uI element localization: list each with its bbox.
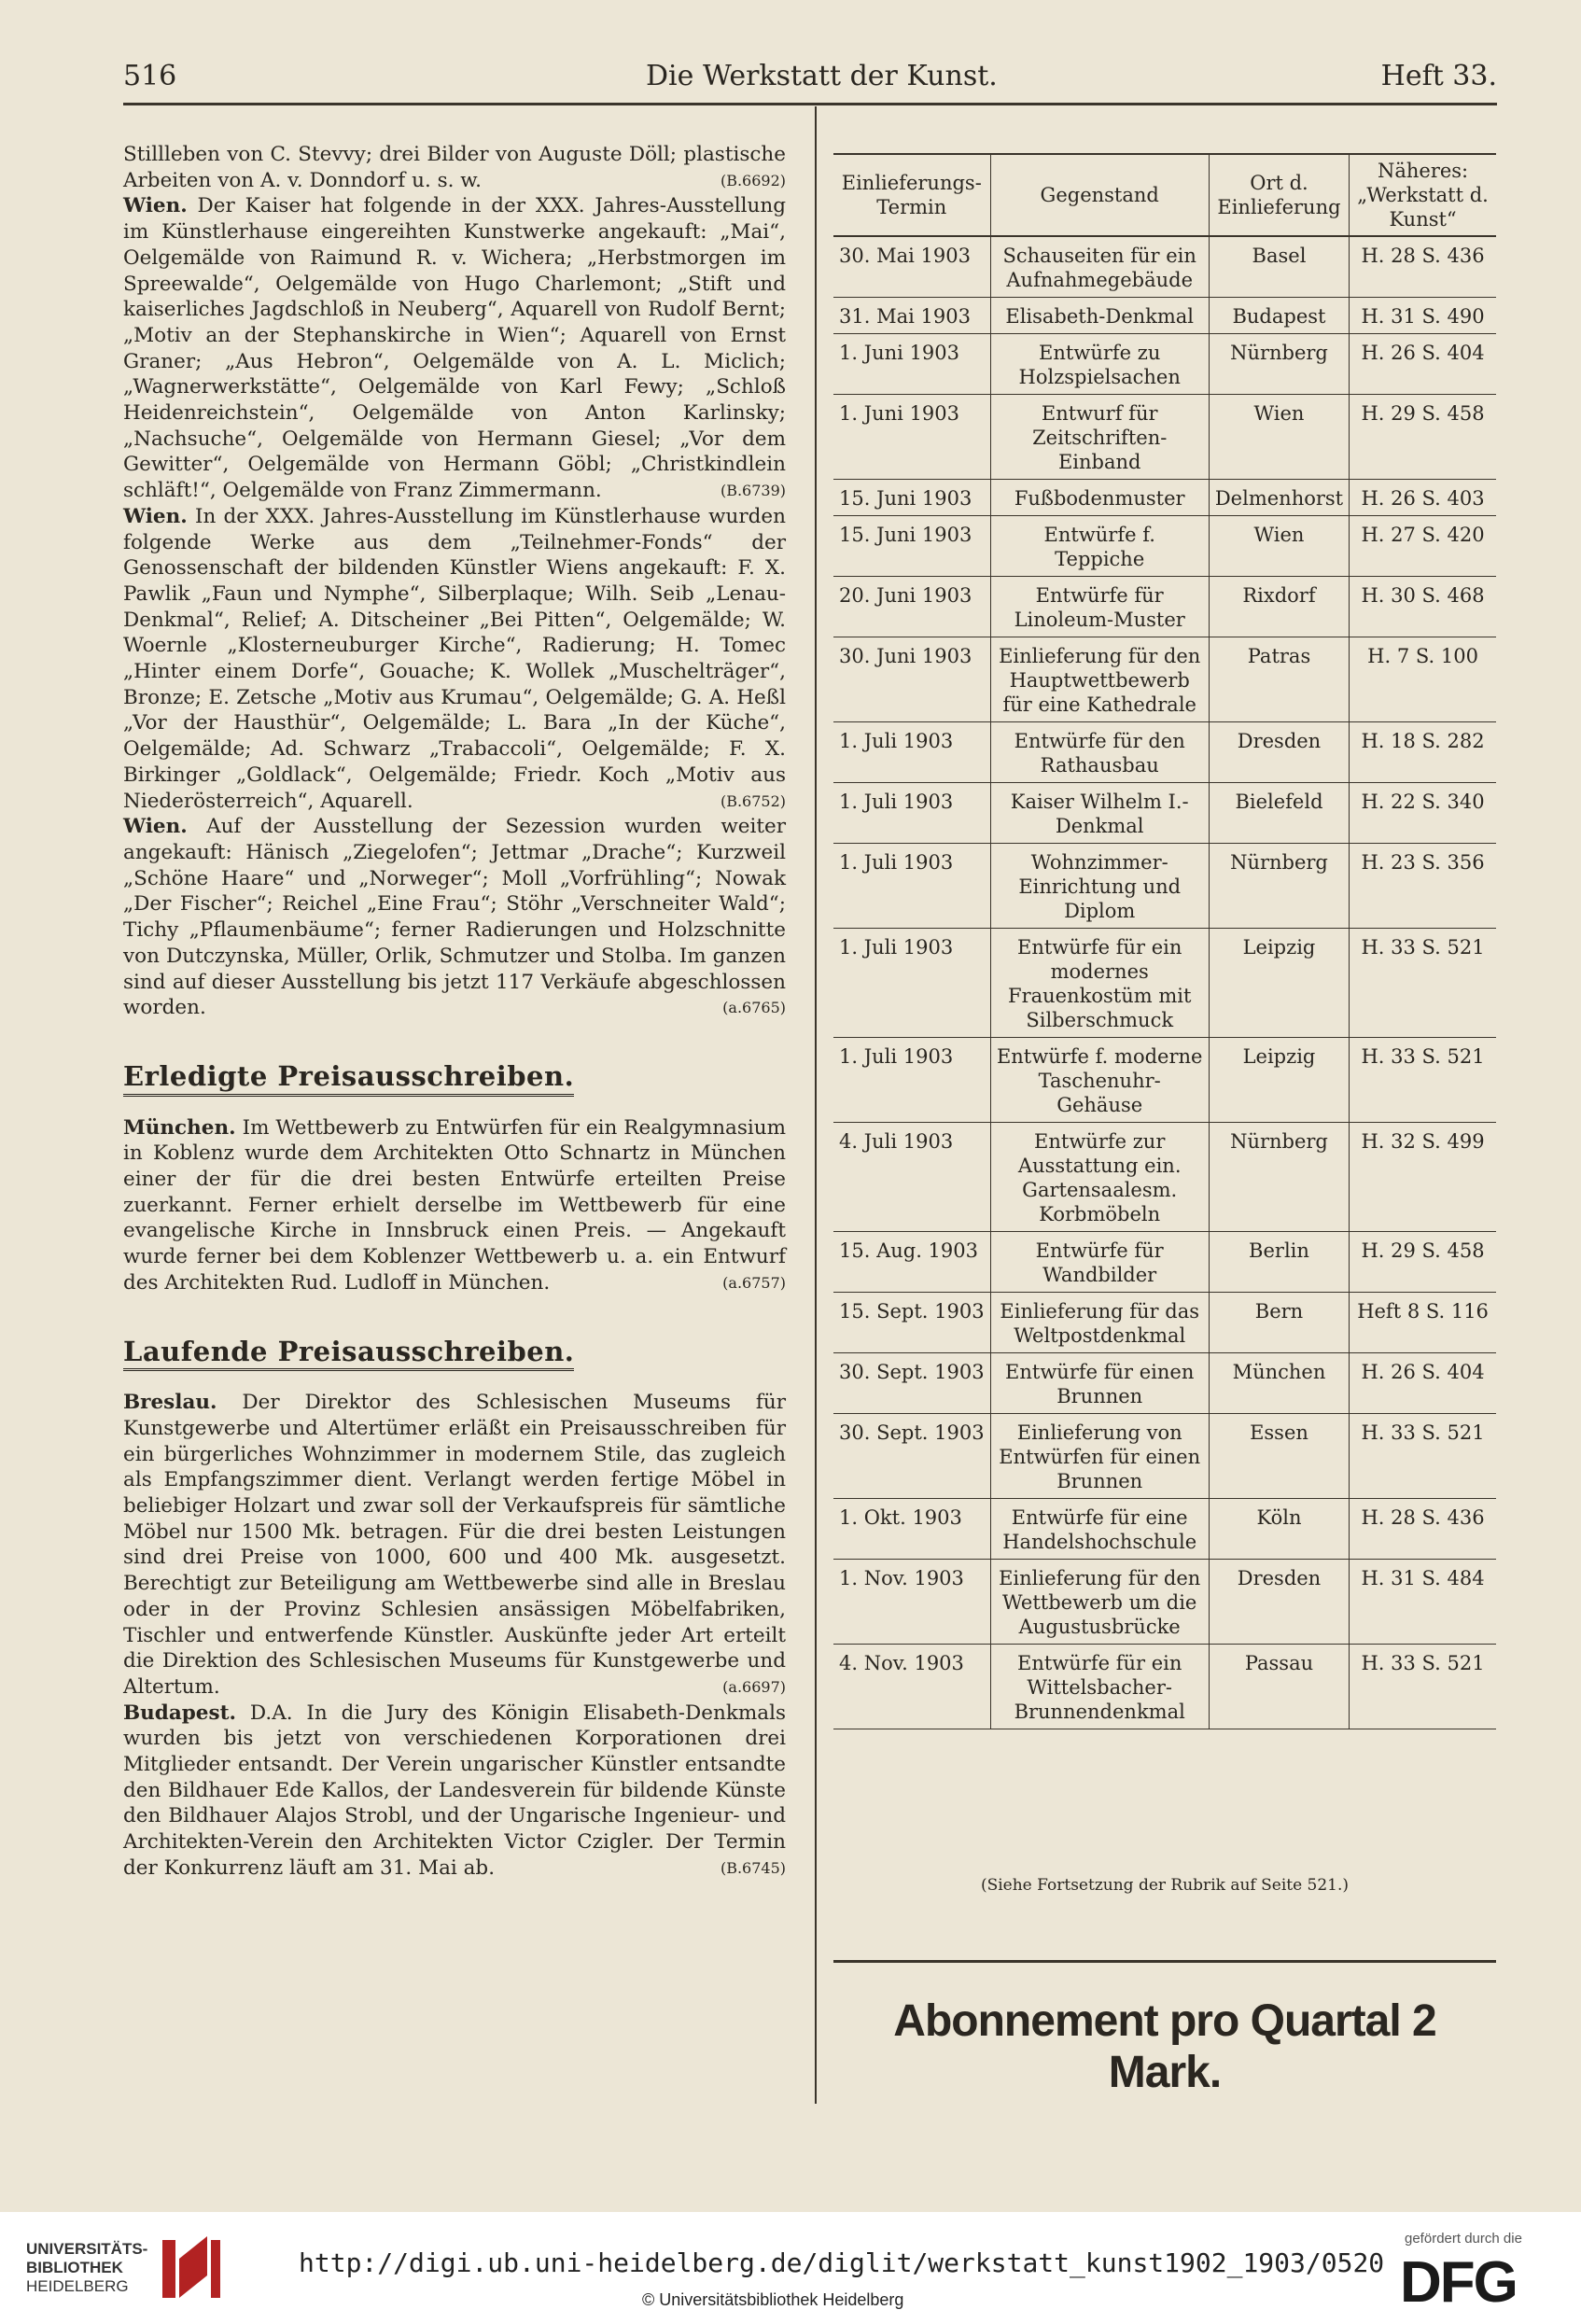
page-number: 516 <box>123 60 177 92</box>
issue-number: Heft 33. <box>1380 60 1497 92</box>
cell-deadline: 1. Nov. 1903 <box>833 1560 990 1645</box>
cell-place: Berlin <box>1209 1232 1349 1293</box>
cell-deadline: 30. Sept. 1903 <box>833 1414 990 1499</box>
reference-code: (B.6752) <box>720 791 786 810</box>
cell-details: H. 29 S. 458 <box>1350 395 1496 480</box>
table-row <box>833 637 1496 722</box>
cell-subject: Schauseiten für ein Aufnahmegebäude <box>990 236 1209 298</box>
library-name-line1: UNIVERSITÄTS- <box>26 2240 148 2258</box>
cell-subject: Wohnzimmer-Einrichtung und Diplom <box>990 844 1209 929</box>
journal-title: Die Werkstatt der Kunst. <box>646 60 998 92</box>
table-row <box>833 783 1496 844</box>
completed-paragraphs <box>123 1115 786 1296</box>
cell-place: Leipzig <box>1209 1038 1349 1123</box>
table-row <box>833 1232 1496 1293</box>
place-name: Wien. <box>123 194 188 218</box>
article-paragraph <box>123 814 786 1021</box>
paragraph-text: D.A. In die Jury des Königin Elisabeth-Denkmals wurden bis jetzt von verschiedenen Korporationen drei Mitglieder entsandt. Der Verein ungarischer Künstler entsandte den Bildhauer Ede Kallos, der Landesverein für bildende Künste den Bildhauer Alajos Strobl, und der Ungarische Ingenieur- und Architekten-Verein den Architekten Victor Czigler. Der Termin der Konkurrenz läuft am 31. Mai ab. <box>123 1701 786 1880</box>
news-paragraphs <box>123 142 786 1021</box>
cell-place: Dresden <box>1209 722 1349 783</box>
col-header-deadline: Einlieferungs-Termin <box>833 154 990 236</box>
cell-subject: Einlieferung von Entwürfen für einen Brunnen <box>990 1414 1209 1499</box>
cell-deadline: 4. Juli 1903 <box>833 1123 990 1232</box>
paragraph-text: Der Direktor des Schlesischen Museums für Kunstgewerbe und Altertümer erläßt ein Preisausschreiben für ein bürgerliches Wohnzimmer in modernem Stile, das zugleich als Empfangszimmer dient. Verlangt werden fertige Möbel in beliebiger Holzart und zwar soll der Verkaufspreis für sämtliche Möbel nur 1500 Mk. betragen. Für die drei besten Leistungen sind drei Preise von 1000, 600 und 400 Mk. ausgesetzt. Berechtigt zur Beteiligung am Wettbewerbe sind alle in Breslau oder in der Provinz Schlesien ansässigen Möbelfabriken, Tischler und entwerfende Künstler. Auskünfte jeder Art erteilt die Direktion des Schlesischen Museums für Kunstgewerbe und Altertum. <box>123 1391 786 1699</box>
place-name: Wien. <box>123 815 188 839</box>
cell-subject: Entwürfe für einen Brunnen <box>990 1353 1209 1414</box>
advert-rule <box>833 1960 1496 1963</box>
cell-details: H. 27 S. 420 <box>1350 516 1496 577</box>
cell-details: H. 33 S. 521 <box>1350 1414 1496 1499</box>
cell-details: H. 30 S. 468 <box>1350 577 1496 637</box>
cell-deadline: 1. Juli 1903 <box>833 783 990 844</box>
cell-deadline: 31. Mai 1903 <box>833 298 990 334</box>
section-title-running: Laufende Preisausschreiben. <box>123 1339 574 1372</box>
table-row <box>833 1499 1496 1560</box>
cell-subject: Entwürfe für den Rathausbau <box>990 722 1209 783</box>
cell-details: Heft 8 S. 116 <box>1350 1293 1496 1353</box>
cell-deadline: 1. Okt. 1903 <box>833 1499 990 1560</box>
cell-subject: Einlieferung für das Weltpostdenkmal <box>990 1293 1209 1353</box>
column-divider <box>815 106 817 2104</box>
cell-details: H. 28 S. 436 <box>1350 236 1496 298</box>
section-title-completed: Erledigte Preisausschreiben. <box>123 1064 574 1097</box>
permalink-url[interactable]: http://digi.ub.uni-heidelberg.de/diglit/werkstatt_kunst1902_1903/0520 <box>299 2247 1385 2278</box>
article-paragraph <box>123 1701 786 1882</box>
cell-subject: Entwürfe für Wandbilder <box>990 1232 1209 1293</box>
reference-code: (B.6739) <box>720 482 786 500</box>
cell-place: Bern <box>1209 1293 1349 1353</box>
library-name-line2: BIBLIOTHEK <box>26 2259 123 2276</box>
table-row <box>833 334 1496 395</box>
cell-deadline: 15. Sept. 1903 <box>833 1293 990 1353</box>
cell-place: Patras <box>1209 637 1349 722</box>
paragraph-text: In der XXX. Jahres-Ausstellung im Künstlerhause wurden folgende Werke aus dem „Teilnehmer-Fonds“ der Genossenschaft der bildenden Künstler Wiens angekauft: F. X. Pawlik „Faun und Nymphe“, Silberplaque; Wilh. Seib „Lenau-Denkmal“, Relief; A. Ditscheiner „Bei Pitten“, Oelgemälde; W. Woernle „Klosterneuburger Kirche“, Radierung; H. Tomec „Hinter einem Dorfe“, Gouache; K. Wollek „Muschelträger“, Bronze; E. Zetsche „Motiv aus Krumau“, Oelgemälde; G. A. Heßl „Vor der Hausthür“, Oelgemälde; L. Bara „In der Küche“, Oelgemälde; Ad. Schwarz „Trabaccoli“, Oelgemälde; F. X. Birkinger „Goldlack“, Oelgemälde; Friedr. Koch „Motiv aus Niederösterreich“, Aquarell. <box>123 504 786 813</box>
cell-place: Nürnberg <box>1209 844 1349 929</box>
cell-details: H. 32 S. 499 <box>1350 1123 1496 1232</box>
cell-subject: Entwürfe zu Holzspielsachen <box>990 334 1209 395</box>
cell-details: H. 33 S. 521 <box>1350 929 1496 1038</box>
cell-subject: Entwürfe für ein Wittelsbacher-Brunnendenkmal <box>990 1645 1209 1729</box>
dfg-logo: DFG <box>1400 2250 1517 2315</box>
cell-place: Rixdorf <box>1209 577 1349 637</box>
section-completed-competitions <box>123 1021 786 1296</box>
cell-deadline: 15. Aug. 1903 <box>833 1232 990 1293</box>
cell-deadline: 15. Juni 1903 <box>833 516 990 577</box>
cell-deadline: 1. Juli 1903 <box>833 722 990 783</box>
library-logo-icon <box>159 2231 224 2305</box>
article-paragraph <box>123 193 786 503</box>
left-column <box>123 142 786 1882</box>
cell-details: H. 31 S. 484 <box>1350 1560 1496 1645</box>
place-name: München. <box>123 1115 236 1140</box>
table-row <box>833 1645 1496 1729</box>
cell-place: Dresden <box>1209 1560 1349 1645</box>
table-continuation-note: (Siehe Fortsetzung der Rubrik auf Seite 521.) <box>980 1876 1350 1895</box>
cell-details: H. 26 S. 404 <box>1350 334 1496 395</box>
cell-place: Nürnberg <box>1209 334 1349 395</box>
table-row <box>833 1560 1496 1645</box>
cell-deadline: 1. Juni 1903 <box>833 334 990 395</box>
cell-deadline: 20. Juni 1903 <box>833 577 990 637</box>
running-header <box>123 60 1497 106</box>
cell-place: Wien <box>1209 395 1349 480</box>
library-name <box>26 2240 147 2296</box>
cell-subject: Einlieferung für den Hauptwettbewerb für eine Kathedrale <box>990 637 1209 722</box>
cell-subject: Entwürfe für eine Handelshochschule <box>990 1499 1209 1560</box>
paragraph-text: Der Kaiser hat folgende in der XXX. Jahres-Ausstellung im Künstlerhause eingereihten Kunstwerke angekauft: „Mai“, Oelgemälde von Raimund R. v. Wichera; „Herbstmorgen im Spreewalde“, Oelgemälde von Hugo Charlemont; „Stift und kaiserliches Jagdschloß in Neuberg“, Aquarell von Rudolf Bernt; „Motiv an der Stephanskirche in Wien“; Aquarell von Ernst Graner; „Aus Hebron“, Oelgemälde von A. L. Miclich; „Wagnerwerkstätte“, Oelgemälde von Karl Fewy; „Schloß Heidenreichstein“, Oelgemälde von Anton Karlinsky; „Nachsuche“, Oelgemälde von Hermann Giesel; „Vor dem Gewitter“, Oelgemälde von Hermann Göbl; „Christkindlein schläft!“, Oelgemälde von Franz Zimmermann. <box>123 194 786 503</box>
place-name: Wien. <box>123 504 188 528</box>
col-header-subject: Gegenstand <box>990 154 1209 236</box>
cell-place: Leipzig <box>1209 929 1349 1038</box>
article-paragraph <box>123 142 786 193</box>
col-header-details: Näheres: „Werkstatt d. Kunst“ <box>1350 154 1496 236</box>
table-row <box>833 929 1496 1038</box>
cell-subject: Einlieferung für den Wettbewerb um die Augustusbrücke <box>990 1560 1209 1645</box>
article-paragraph <box>123 504 786 814</box>
cell-subject: Entwürfe für ein modernes Frauenkostüm mit Silberschmuck <box>990 929 1209 1038</box>
article-paragraph <box>123 1115 786 1296</box>
cell-details: H. 26 S. 403 <box>1350 480 1496 516</box>
reference-code: (a.6765) <box>722 999 786 1017</box>
table-row <box>833 577 1496 637</box>
place-name: Budapest. <box>123 1701 237 1725</box>
cell-place: Köln <box>1209 1499 1349 1560</box>
table-header-row <box>833 154 1496 236</box>
paragraph-text: Auf der Ausstellung der Sezession wurden weiter angekauft: Hänisch „Ziegelofen“; Jettmar „Drache“; Kurzweil „Schöne Haare“ und „Norweger“; Moll „Vorfrühling“; Nowak „Der Fischer“; Reichel „Eine Frau“; Stöhr „Verschneiter Wald“; Tichy „Pflaumenbäume“; ferner Radierungen und Holzschnitte von Dutczynska, Müller, Orlik, Schmutzer und Stolba. Im ganzen sind auf dieser Ausstellung bis jetzt 117 Verkäufe abgeschlossen worden. <box>123 815 786 1020</box>
cell-place: Bielefeld <box>1209 783 1349 844</box>
funding-label: gefördert durch die <box>1405 2231 1522 2247</box>
cell-place: Wien <box>1209 516 1349 577</box>
article-paragraph <box>123 1390 786 1700</box>
cell-place: Nürnberg <box>1209 1123 1349 1232</box>
reference-code: (B.6745) <box>720 1858 786 1877</box>
table-row <box>833 516 1496 577</box>
digitization-footer <box>0 2212 1581 2324</box>
table-row <box>833 722 1496 783</box>
table-row <box>833 1038 1496 1123</box>
table-row <box>833 1123 1496 1232</box>
cell-deadline: 30. Sept. 1903 <box>833 1353 990 1414</box>
library-name-line3: HEIDELBERG <box>26 2277 129 2295</box>
cell-details: H. 33 S. 521 <box>1350 1038 1496 1123</box>
cell-deadline: 4. Nov. 1903 <box>833 1645 990 1729</box>
table-row <box>833 1353 1496 1414</box>
cell-subject: Elisabeth-Denkmal <box>990 298 1209 334</box>
cell-deadline: 1. Juli 1903 <box>833 844 990 929</box>
cell-details: H. 33 S. 521 <box>1350 1645 1496 1729</box>
cell-subject: Entwürfe zur Ausstattung ein. Gartensaalesm. Korbmöbeln <box>990 1123 1209 1232</box>
cell-subject: Entwürfe für Linoleum-Muster <box>990 577 1209 637</box>
col-header-place: Ort d. Einlieferung <box>1209 154 1349 236</box>
paragraph-text: Stillleben von C. Stevvy; drei Bilder von Auguste Döll; plastische Arbeiten von A. v. Donndorf u. s. w. <box>123 143 786 192</box>
cell-subject: Entwürfe f. Teppiche <box>990 516 1209 577</box>
cell-subject: Fußbodenmuster <box>990 480 1209 516</box>
cell-subject: Kaiser Wilhelm I.-Denkmal <box>990 783 1209 844</box>
cell-deadline: 1. Juli 1903 <box>833 929 990 1038</box>
cell-details: H. 23 S. 356 <box>1350 844 1496 929</box>
cell-deadline: 30. Mai 1903 <box>833 236 990 298</box>
table-row <box>833 298 1496 334</box>
cell-place: Budapest <box>1209 298 1349 334</box>
cell-details: H. 29 S. 458 <box>1350 1232 1496 1293</box>
cell-deadline: 1. Juli 1903 <box>833 1038 990 1123</box>
place-name: Breslau. <box>123 1391 217 1415</box>
section-running-competitions <box>123 1296 786 1882</box>
competition-table <box>833 153 1496 1729</box>
table-row <box>833 1414 1496 1499</box>
copyright-notice: © Universitätsbibliothek Heidelberg <box>642 2290 904 2309</box>
cell-subject: Entwurf für Zeitschriften-Einband <box>990 395 1209 480</box>
cell-place: München <box>1209 1353 1349 1414</box>
cell-place: Passau <box>1209 1645 1349 1729</box>
table-row <box>833 1293 1496 1353</box>
table-row <box>833 480 1496 516</box>
table-row <box>833 236 1496 298</box>
subscription-advert: Abonnement pro Quartal 2 Mark. <box>893 1996 1436 2097</box>
header-rule <box>123 103 1497 105</box>
cell-place: Delmenhorst <box>1209 480 1349 516</box>
cell-place: Basel <box>1209 236 1349 298</box>
cell-details: H. 7 S. 100 <box>1350 637 1496 722</box>
reference-code: (a.6757) <box>722 1273 786 1292</box>
running-paragraphs <box>123 1390 786 1881</box>
paragraph-text: Im Wettbewerb zu Entwürfen für ein Realgymnasium in Koblenz wurde dem Architekten Otto Schnartz in München einer der für die drei besten Entwürfe erteilten Preise zuerkannt. Ferner erhielt derselbe im Wettbewerb für eine evangelische Kirche in Innsbruck einen Preis. — Angekauft wurde ferner bei dem Koblenzer Wettbewerb u. a. ein Entwurf des Architekten Rud. Ludloff in München. <box>123 1115 786 1295</box>
cell-subject: Entwürfe f. moderne Taschenuhr-Gehäuse <box>990 1038 1209 1123</box>
cell-details: H. 18 S. 282 <box>1350 722 1496 783</box>
cell-deadline: 30. Juni 1903 <box>833 637 990 722</box>
table-row <box>833 395 1496 480</box>
cell-details: H. 26 S. 404 <box>1350 1353 1496 1414</box>
cell-details: H. 28 S. 436 <box>1350 1499 1496 1560</box>
cell-deadline: 1. Juni 1903 <box>833 395 990 480</box>
table-row <box>833 844 1496 929</box>
cell-place: Essen <box>1209 1414 1349 1499</box>
reference-code: (B.6692) <box>720 171 786 189</box>
cell-details: H. 22 S. 340 <box>1350 783 1496 844</box>
cell-deadline: 15. Juni 1903 <box>833 480 990 516</box>
reference-code: (a.6697) <box>722 1677 786 1696</box>
cell-details: H. 31 S. 490 <box>1350 298 1496 334</box>
